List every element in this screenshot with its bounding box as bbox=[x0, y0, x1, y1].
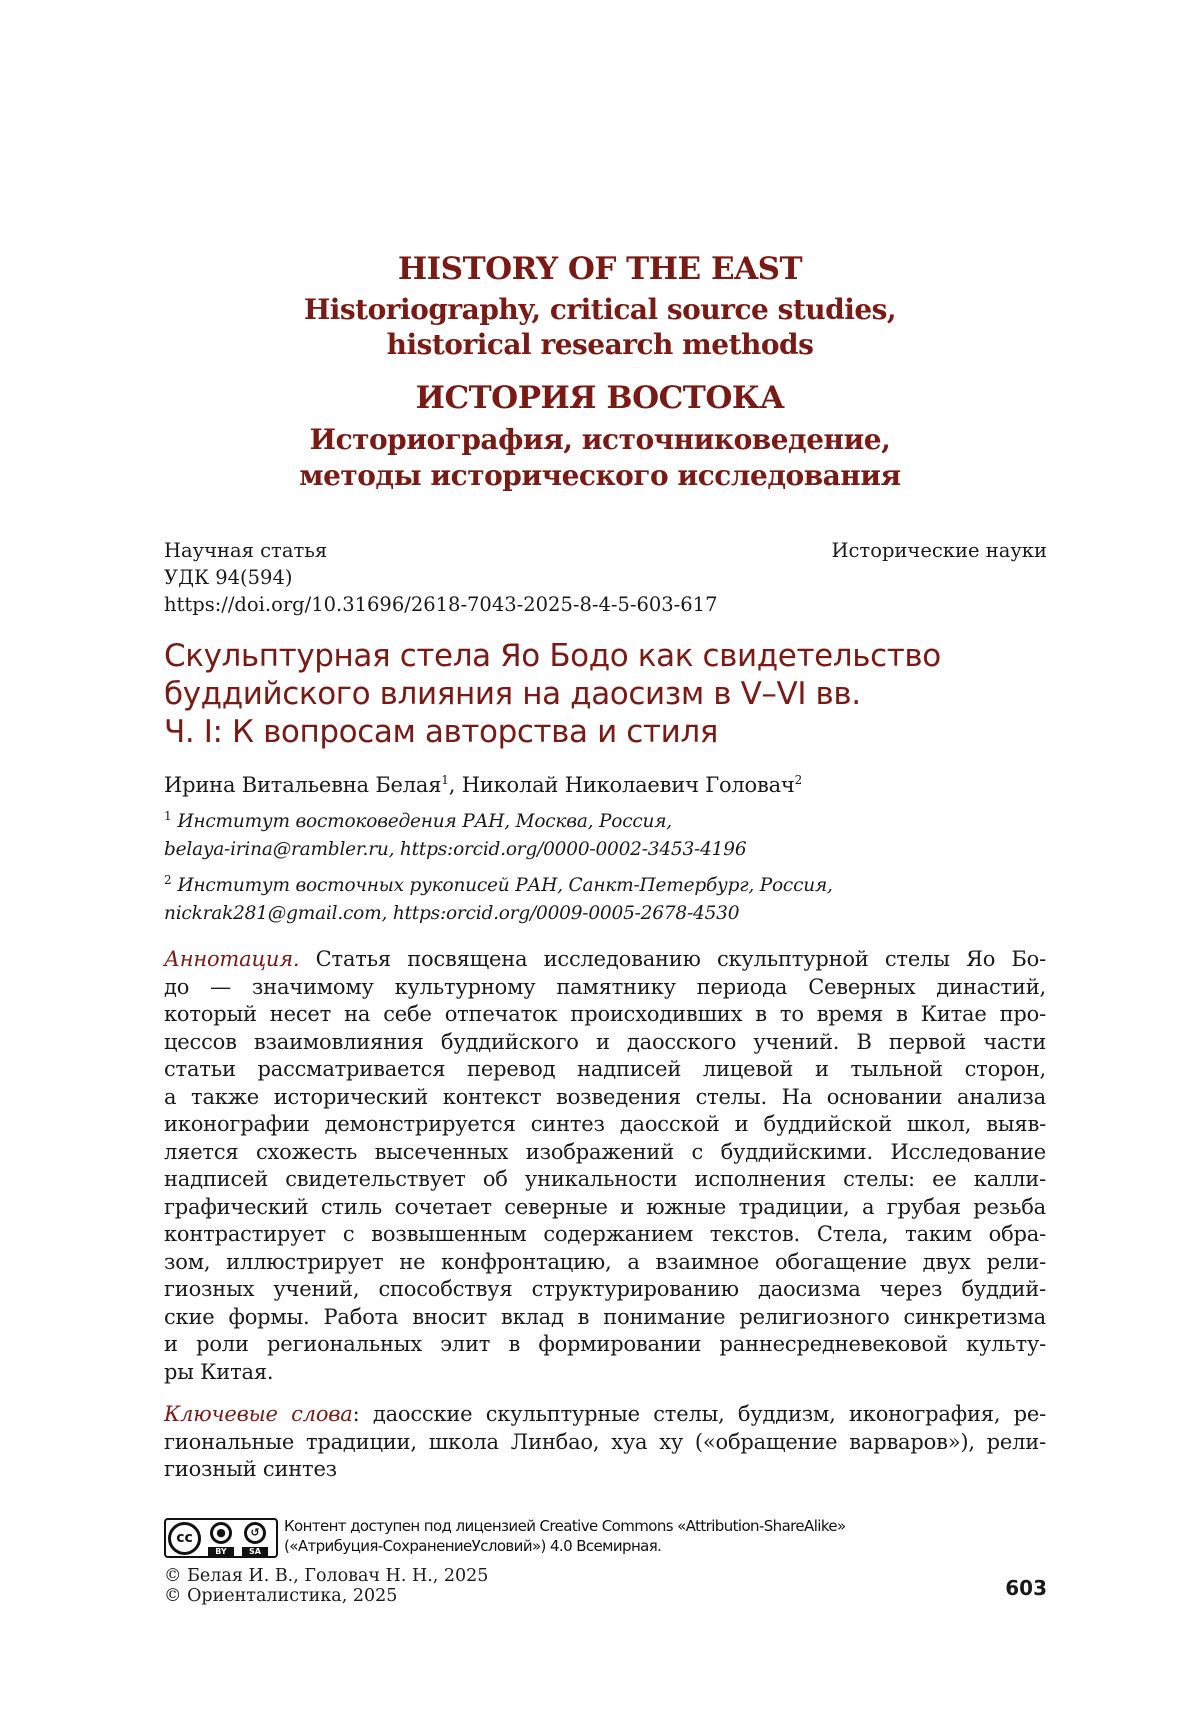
cc-by-sa-badge[interactable] bbox=[164, 1518, 278, 1558]
abstract bbox=[164, 946, 1046, 1386]
keywords-label: Ключевые слова bbox=[164, 1402, 353, 1426]
affiliation-mark: 2 bbox=[164, 873, 172, 887]
abstract-line: графический стиль сочетает северные и южные традиции, а грубая резьба bbox=[164, 1194, 1046, 1219]
article-type: Научная статья bbox=[164, 539, 328, 562]
abstract-line: и роли региональных элит в формировании раннесредневековой культу- bbox=[164, 1332, 1046, 1356]
affiliation-1 bbox=[164, 808, 1044, 864]
author-name: Ирина Витальевна Белая bbox=[164, 773, 442, 797]
abstract-line: зом, иллюстрирует не конфронтацию, а взаимное обогащение двух рели- bbox=[164, 1249, 1046, 1274]
abstract-line: контрастирует с возвышенным содержанием текстов. Стела, таким обра- bbox=[164, 1222, 1046, 1246]
section-subtitle-ru-line-1: Историография, источниковедение, bbox=[309, 423, 891, 456]
keywords bbox=[164, 1401, 1046, 1484]
section-title-en: HISTORY OF THE EAST bbox=[397, 251, 803, 287]
cc-icon: cc bbox=[168, 1522, 201, 1555]
sa-label: SA bbox=[242, 1547, 268, 1556]
abstract-line: а также исторический контекст возведения стелы. На основании анализа bbox=[164, 1084, 1046, 1109]
license-line[interactable]: Контент доступен под лицензией Creative Commons «Attribution-ShareAlike» bbox=[284, 1517, 846, 1535]
section-title-ru: ИСТОРИЯ ВОСТОКА bbox=[415, 380, 785, 416]
abstract-line: до — значимому культурному памятнику периода Северных династий, bbox=[164, 974, 1046, 999]
affiliation-2 bbox=[164, 872, 1044, 928]
article-title bbox=[164, 637, 1064, 751]
abstract-line: статьи рассматривается перевод надписей лицевой и тыльной сторон, bbox=[164, 1057, 1046, 1081]
science-field: Исторические науки bbox=[831, 539, 1047, 562]
article-title-line: Ч. I: К вопросам авторства и стиля bbox=[164, 714, 718, 750]
affiliation-mark: 1 bbox=[164, 809, 172, 823]
author-list bbox=[164, 771, 802, 799]
section-subtitle-en-line-2: historical research methods bbox=[386, 328, 814, 361]
keywords-line: Ключевые слова: даосские скульптурные стелы, буддизм, иконография, ре- bbox=[164, 1402, 1047, 1426]
abstract-line: надписей свидетельствует об уникальности исполнения стелы: ее калли- bbox=[164, 1167, 1046, 1191]
article-title-line: буддийского влияния на даосизм в V–VI вв. bbox=[164, 676, 861, 712]
author-affiliation-mark: 2 bbox=[794, 773, 803, 787]
affiliation-contacts[interactable]: belaya-irina@rambler.ru, https:orcid.org/0000-0002-3453-4196 bbox=[164, 839, 747, 860]
abstract-line: который несет на себе отпечаток происходивших в то время в Китае про- bbox=[164, 1002, 1046, 1026]
author-name: Николай Николаевич Головач bbox=[461, 773, 795, 797]
author-separator: , bbox=[448, 773, 462, 797]
abstract-line: ры Китая. bbox=[164, 1359, 274, 1384]
license-line: («Атрибуция-СохранениеУсловий») 4.0 Всемирная. bbox=[284, 1537, 662, 1555]
abstract-line: цессов взаимовлияния буддийского и даосского учений. В первой части bbox=[164, 1029, 1046, 1054]
person-icon: ● bbox=[210, 1522, 232, 1544]
article-title-line: Скульптурная стела Яо Бодо как свидетельство bbox=[164, 638, 941, 674]
copyright-journal: © Ориенталистика, 2025 bbox=[164, 1586, 398, 1606]
copyright-authors: © Белая И. В., Головач Н. Н., 2025 bbox=[164, 1566, 489, 1586]
section-subtitle-en-line-1: Historiography, critical source studies, bbox=[303, 293, 897, 326]
abstract-line: ляется схожесть высеченных изображений с буддийскими. Исследование bbox=[164, 1139, 1046, 1164]
abstract-line: Аннотация. Статья посвящена исследованию скульптурной стелы Яо Бо- bbox=[164, 947, 1046, 971]
affiliation-institute: Институт востоковедения РАН, Москва, Россия, bbox=[177, 811, 672, 832]
udc-code: УДК 94(594) bbox=[164, 566, 293, 589]
abstract-line: иконографии демонстрируется синтез даосской и буддийской школ, выяв- bbox=[164, 1112, 1046, 1136]
author-affiliation-mark: 1 bbox=[441, 773, 449, 787]
abstract-line: ские формы. Работа вносит вклад в понимание религиозного синкретизма bbox=[164, 1304, 1046, 1329]
doi-link[interactable]: https://doi.org/10.31696/2618-7043-2025-8-4-5-603-617 bbox=[164, 593, 718, 616]
page-number: 603 bbox=[1005, 1576, 1047, 1600]
keywords-line: гиозный синтез bbox=[164, 1457, 337, 1481]
abstract-line: гиозных учений, способствуя структурированию даосизма через буддий- bbox=[164, 1277, 1046, 1301]
by-label: BY bbox=[208, 1547, 234, 1556]
share-alike-icon: ↺ bbox=[244, 1522, 266, 1544]
keywords-line: гиональные традиции, школа Линбао, хуа ху («обращение варваров»), рели- bbox=[164, 1429, 1046, 1454]
abstract-label: Аннотация. bbox=[164, 947, 300, 971]
license-text bbox=[284, 1516, 1044, 1556]
affiliation-institute: Институт восточных рукописей РАН, Санкт-Петербург, Россия, bbox=[177, 875, 833, 896]
section-subtitle-ru-line-2: методы исторического исследования bbox=[299, 459, 901, 492]
affiliation-contacts[interactable]: nickrak281@gmail.com, https:orcid.org/0009-0005-2678-4530 bbox=[164, 903, 740, 924]
